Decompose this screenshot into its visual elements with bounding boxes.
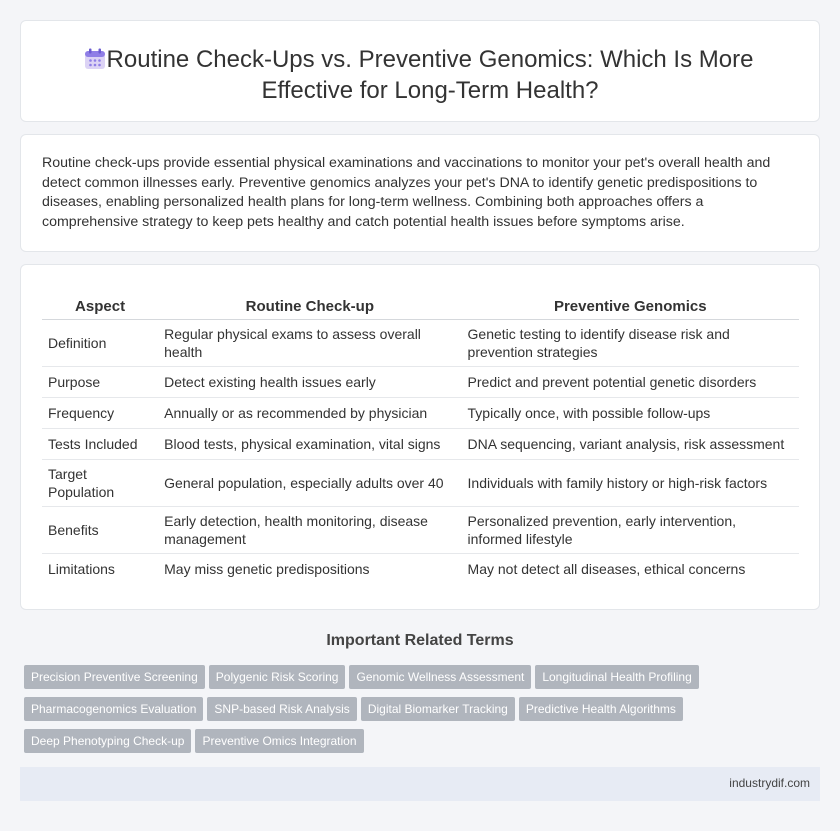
table-cell-routine: General population, especially adults over 40 [158, 460, 461, 507]
related-term-tag[interactable]: Deep Phenotyping Check-up [24, 729, 191, 753]
column-header-routine: Routine Check-up [158, 294, 461, 320]
page-title: Routine Check-Ups vs. Preventive Genomics: Which Is More Effective for Long-Term Health? [106, 46, 754, 104]
intro-text: Routine check-ups provide essential physical examinations and vaccinations to monitor your pet's overall health and detect common illnesses early. Preventive genomics analyzes your pet's DNA to identify genetic predispositions to diseases, enabling personalized health plans for long-term wellness. Combining both approaches offers a comprehensive strategy to keep pets healthy and catch potential health issues before symptoms arise. [42, 155, 771, 230]
table-cell-genomics: Predict and prevent potential genetic disorders [462, 367, 799, 398]
table-cell-genomics: Typically once, with possible follow-ups [462, 398, 799, 429]
table-cell-genomics: Individuals with family history or high-risk factors [462, 460, 799, 507]
related-term-tag[interactable]: Pharmacogenomics Evaluation [24, 697, 203, 721]
table-cell-aspect: Frequency [42, 398, 158, 429]
related-term-tag[interactable]: Preventive Omics Integration [195, 729, 363, 753]
table-cell-genomics: DNA sequencing, variant analysis, risk assessment [462, 429, 799, 460]
table-cell-aspect: Tests Included [42, 429, 158, 460]
related-term-tag[interactable]: Predictive Health Algorithms [519, 697, 683, 721]
table-row [42, 460, 799, 507]
table-cell-genomics: May not detect all diseases, ethical concerns [467, 561, 746, 577]
table-cell-aspect: Limitations [48, 561, 115, 577]
table-cell-routine: Detect existing health issues early [158, 367, 461, 398]
table-cell-genomics: Genetic testing to identify disease risk and prevention strategies [462, 320, 799, 367]
footer [20, 767, 820, 801]
table-cell-genomics: Personalized prevention, early intervention, informed lifestyle [462, 507, 799, 554]
table-row [42, 398, 799, 429]
comparison-card [20, 264, 820, 610]
column-header-genomics: Preventive Genomics [462, 294, 799, 320]
footer-site-link[interactable]: industrydif.com [729, 776, 810, 790]
related-term-tag[interactable]: Genomic Wellness Assessment [349, 665, 531, 689]
table-row [42, 429, 799, 460]
table-row [42, 367, 799, 398]
table-cell-aspect: Definition [42, 320, 158, 367]
table-cell-routine: Early detection, health monitoring, disease management [158, 507, 461, 554]
table-cell-aspect: Target Population [42, 460, 158, 507]
table-cell-routine: Annually or as recommended by physician [158, 398, 461, 429]
related-terms-title: Important Related Terms [326, 632, 514, 649]
table-header-row [42, 294, 799, 320]
table-row [42, 507, 799, 554]
related-term-tag[interactable]: Digital Biomarker Tracking [361, 697, 515, 721]
related-term-tag[interactable]: SNP-based Risk Analysis [207, 697, 356, 721]
table-row [42, 554, 799, 584]
table-cell-routine: May miss genetic predispositions [164, 561, 370, 577]
table-cell-aspect: Purpose [42, 367, 158, 398]
related-term-tag[interactable]: Polygenic Risk Scoring [209, 665, 346, 689]
related-terms-list [24, 665, 724, 761]
comparison-table [42, 294, 799, 584]
table-cell-routine: Regular physical exams to assess overall health [158, 320, 461, 367]
related-term-tag[interactable]: Longitudinal Health Profiling [535, 665, 698, 689]
intro-card [20, 134, 820, 252]
column-header-aspect: Aspect [42, 294, 158, 320]
table-cell-routine: Blood tests, physical examination, vital signs [158, 429, 461, 460]
table-cell-aspect: Benefits [42, 507, 158, 554]
related-term-tag[interactable]: Precision Preventive Screening [24, 665, 205, 689]
title-card [20, 20, 820, 122]
table-row [42, 320, 799, 367]
